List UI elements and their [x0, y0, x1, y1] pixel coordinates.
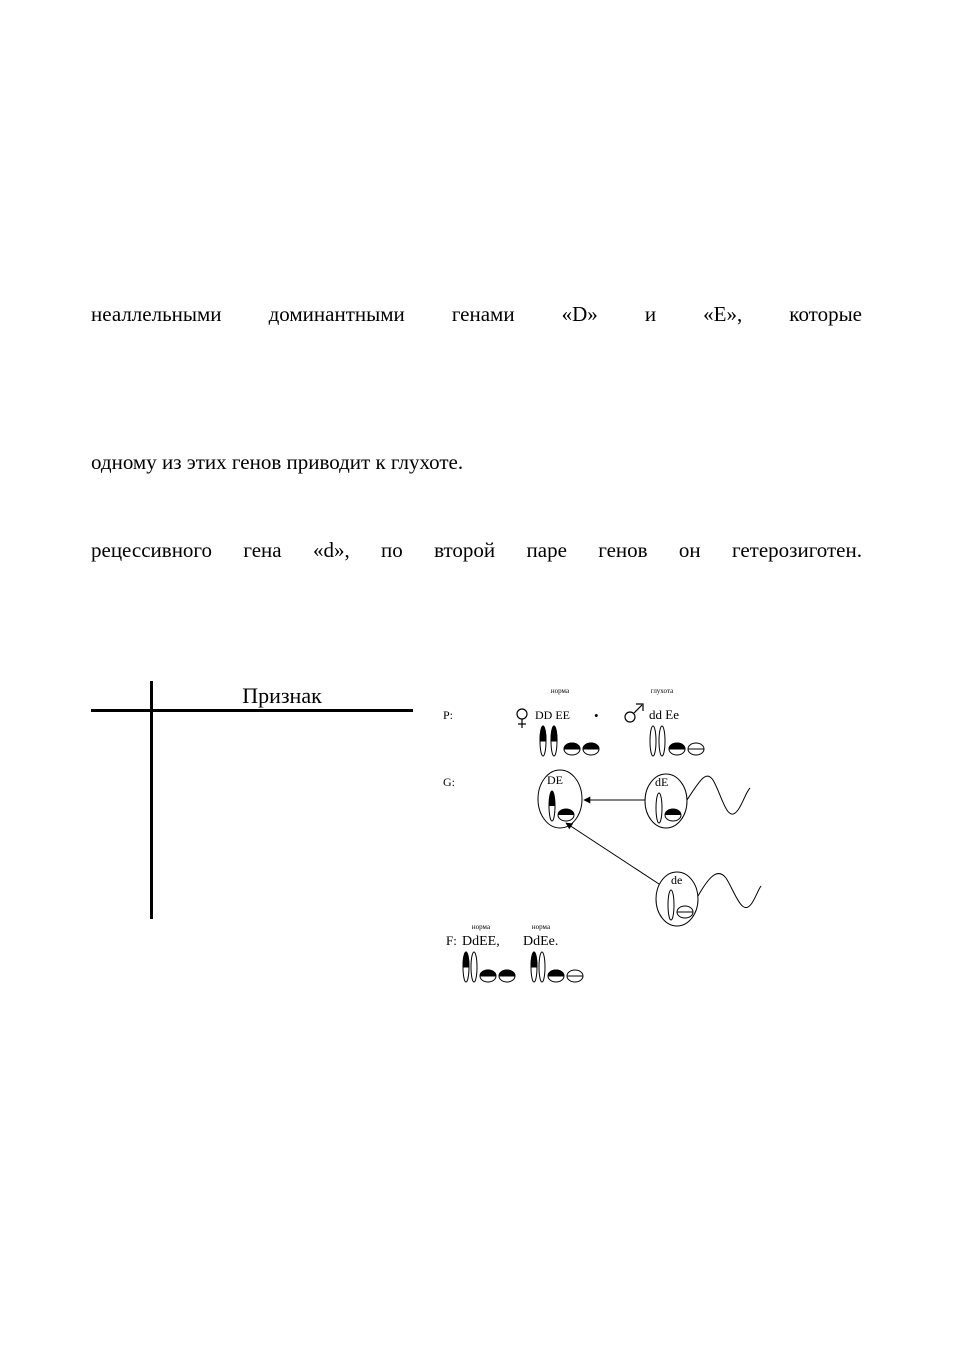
cross-mark: •: [594, 708, 599, 723]
child-1-chromosomes-icon: [463, 952, 515, 982]
egg-label: DE: [547, 773, 563, 787]
offspring-label: F:: [446, 933, 457, 948]
female-note: норма: [550, 687, 570, 695]
child-2-note: норма: [531, 923, 551, 931]
male-chromosomes-icon: [650, 726, 704, 756]
male-genotype: dd Ee: [649, 707, 679, 722]
table-horizontal-line: [91, 709, 413, 712]
child-1-note: норма: [471, 923, 491, 931]
sperm-cell-2: [656, 872, 761, 926]
text-line-1: неаллельными доминантными генами «D» и «E», которые: [91, 302, 862, 326]
table-header-trait: Признак: [242, 683, 322, 708]
child-2-genotype: DdEe.: [523, 934, 559, 949]
child-2-chromosomes-icon: [531, 952, 583, 982]
text-line-2: одному из этих генов приводит к глухоте.: [91, 450, 464, 474]
male-note: глухота: [650, 687, 674, 695]
text-line-3: рецессивного гена «d», по второй паре генов он гетерозиготен.: [91, 538, 862, 562]
egg-cell: [538, 770, 582, 828]
female-symbol-icon: [517, 709, 527, 728]
table-vertical-line: [150, 681, 153, 919]
inheritance-scheme: [430, 670, 780, 1000]
male-symbol-icon: [625, 704, 643, 722]
fertilization-arrow-2: [566, 823, 659, 884]
female-genotype: DD EE: [535, 708, 570, 722]
gametes-label: G:: [443, 775, 455, 789]
female-chromosomes-icon: [540, 726, 599, 756]
child-1-genotype: DdEE,: [462, 934, 500, 949]
parents-label: P:: [443, 708, 454, 722]
sperm-2-label: de: [671, 873, 683, 887]
sperm-cell-1: [645, 774, 750, 828]
sperm-1-label: dE: [655, 775, 669, 789]
